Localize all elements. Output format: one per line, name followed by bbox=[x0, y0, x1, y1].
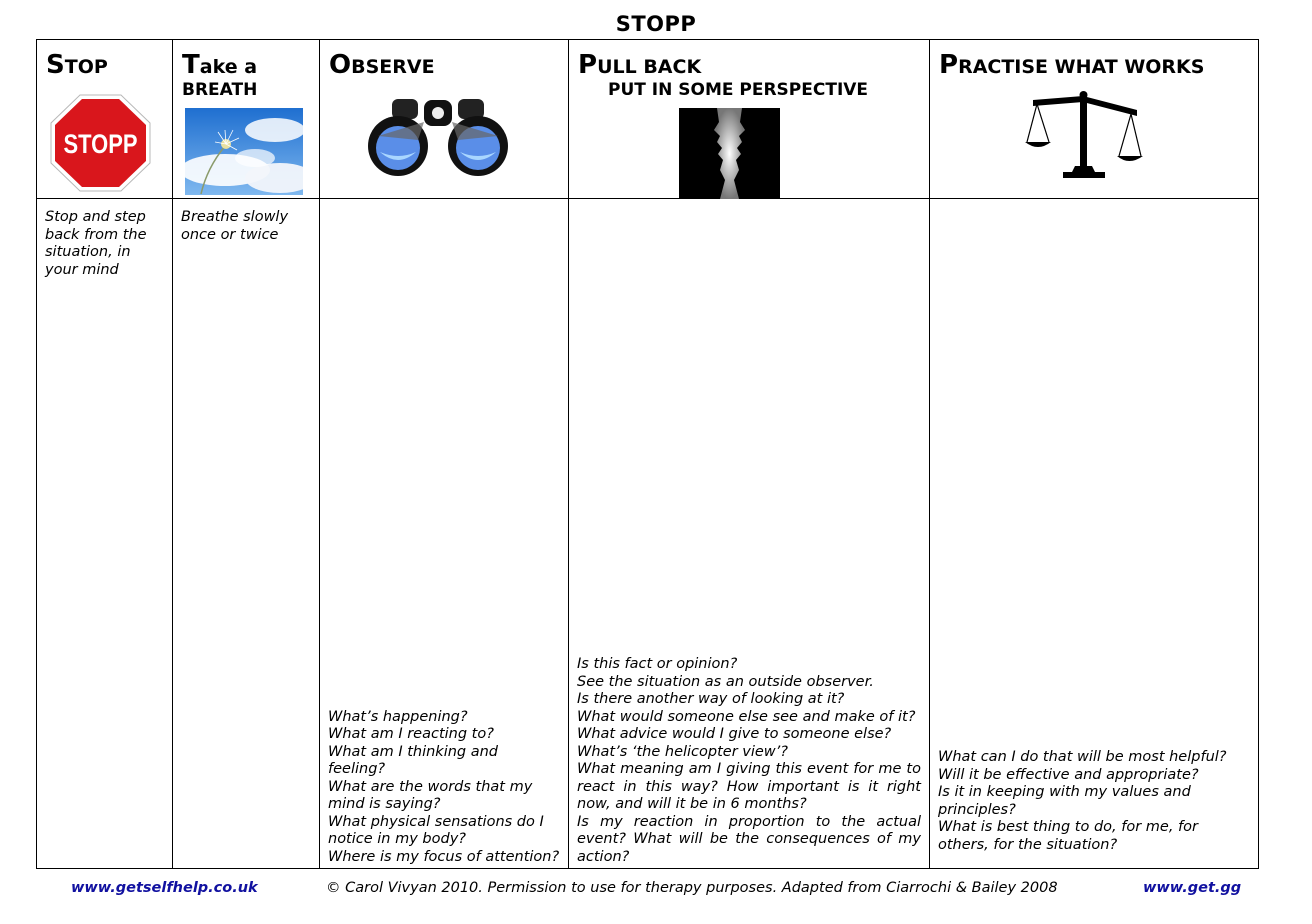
stop-sign-text: STOPP bbox=[63, 129, 138, 159]
observe-header-cell bbox=[320, 40, 569, 199]
stopp-table bbox=[36, 39, 1259, 869]
pullback-questions: Is this fact or opinion? See the situation as an outside observer. Is there another way of looking at it? What would someone else see and make of it? What advice would I give to someone else? What’s ‘the helicopter view’? What meaning am I giving this event for me to react in this way? How important is it right now, and will it be in 6 months? Is my reaction in proportion to the actual event? What will be the consequences of my action? bbox=[577, 656, 921, 865]
breath-description: Breathe slowly once or twice bbox=[181, 209, 289, 243]
observe-questions: What’s happening? What am I reacting to? What am I thinking and feeling? What are the words that my mind is saying? What physical sensations do I notice in my body? Where is my focus of attention? bbox=[328, 708, 560, 865]
face-vase-illusion-icon bbox=[679, 108, 780, 199]
copyright-credit: © Carol Vivyan 2010. Permission to use for therapy purposes. Adapted from Ciarrochi & Bailey 2008 bbox=[326, 880, 1058, 896]
getselfhelp-link[interactable]: www.getselfhelp.co.uk bbox=[71, 880, 258, 896]
breath-header-cell bbox=[173, 40, 320, 199]
stop-sign-icon bbox=[50, 94, 151, 192]
practise-body-cell bbox=[930, 199, 1259, 869]
observe-heading: OBSERVE bbox=[329, 50, 435, 80]
dandelion-sky-icon bbox=[185, 108, 303, 195]
breath-body-cell bbox=[173, 199, 320, 869]
practise-header-cell bbox=[930, 40, 1259, 199]
stop-description: Stop and step back from the situation, in your mind bbox=[45, 209, 147, 278]
scales-of-justice-icon bbox=[1025, 90, 1143, 180]
getgg-link[interactable]: www.get.gg bbox=[1143, 880, 1242, 896]
stop-header-cell bbox=[37, 40, 173, 199]
breath-heading: Take a BREATH bbox=[182, 50, 258, 100]
observe-body-cell bbox=[320, 199, 569, 869]
practise-heading: PRACTISE WHAT WORKS bbox=[939, 50, 1205, 80]
pullback-body-cell bbox=[569, 199, 930, 869]
binoculars-icon bbox=[364, 94, 512, 176]
page-title: STOPP bbox=[615, 12, 697, 36]
pullback-heading: PULL BACK PUT IN SOME PERSPECTIVE bbox=[578, 50, 869, 100]
practise-questions: What can I do that will be most helpful? Will it be effective and appropriate? Is it in keeping with my values and principles? What is best thing to do, for me, for others, for the situation? bbox=[938, 749, 1227, 853]
stop-heading: STOP bbox=[46, 50, 108, 80]
pullback-header-cell bbox=[569, 40, 930, 199]
stop-body-cell bbox=[37, 199, 173, 869]
